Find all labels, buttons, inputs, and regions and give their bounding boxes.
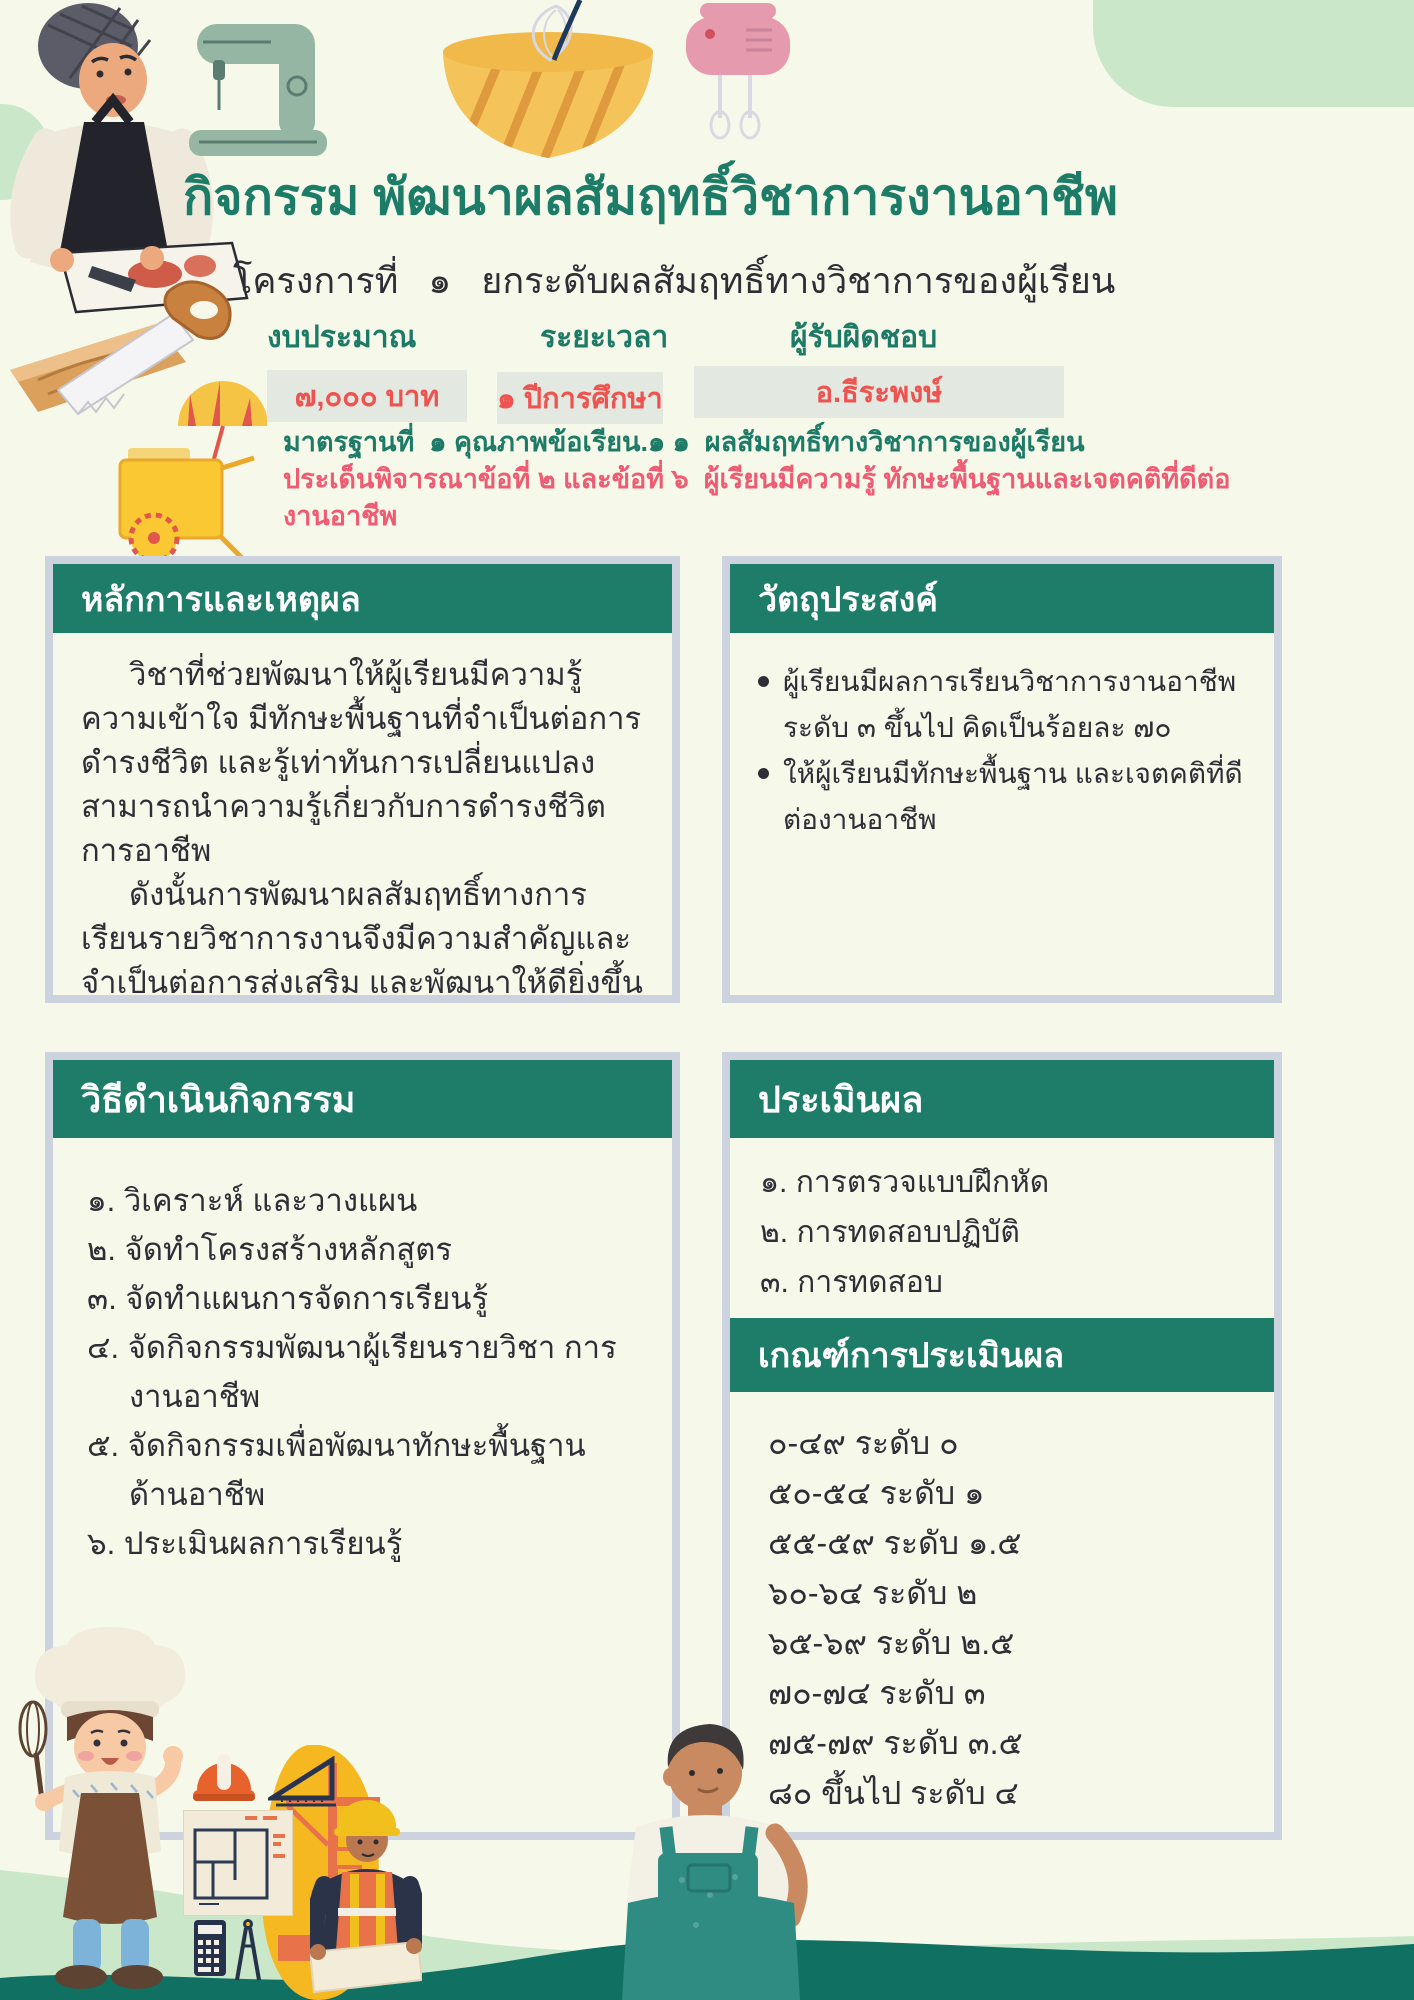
budget-value: ๗,๐๐๐ บาท [267, 370, 467, 422]
calculator-icon [194, 1920, 226, 1976]
standards-line2: ประเด็นพิจารณาข้อที่ ๒ และข้อที่ ๖ ผู้เรียนมีความรู้ ทักษะพื้นฐานและเจตคติที่ดีต่อ [283, 464, 1231, 494]
list-item: ๗๐-๗๔ ระดับ ๓ [768, 1675, 986, 1711]
standards-line1: มาตรฐานที่ ๑ คุณภาพข้อเรียน.๑ ๑ ผลสัมฤทธิ์ทางวิชาการของผู้เรียน [283, 427, 1085, 457]
duration-value: ๑ ปีการศึกษา [497, 372, 663, 424]
project-subtitle: โครงการที่ ๑ ยกระดับผลสัมฤทธิ์ทางวิชาการของผู้เรียน [233, 260, 1116, 301]
section-principles [45, 556, 680, 1003]
standards-note [283, 424, 1230, 535]
gardener-illustration [570, 1715, 860, 2000]
section-methods-title: วิธีดำเนินกิจกรรม [81, 1078, 356, 1120]
budget-label: งบประมาณ [267, 321, 417, 354]
hand-mixer-icon [678, 0, 803, 140]
section-objectives-header [730, 564, 1274, 633]
list-item: ๓. จัดทำแผนการจัดการเรียนรู้ [87, 1281, 489, 1316]
methods-list [53, 1138, 672, 1568]
list-item: ๑. การตรวจแบบฝึกหัด [760, 1166, 1050, 1199]
list-item: ๖๕-๖๙ ระดับ ๒.๕ [768, 1625, 1015, 1661]
page-title: กิจกรรม พัฒนาผลสัมฤทธิ์วิชาการงานอาชีพ [183, 169, 1118, 225]
section-methods-header [53, 1060, 672, 1138]
standards-line3: งานอาชีพ [283, 501, 398, 531]
bullet-dot [758, 676, 769, 687]
drafting-compass-icon [233, 1918, 263, 1984]
section-objectives [722, 556, 1282, 1003]
corner-blob-decoration [1093, 0, 1414, 107]
section-evaluation-title: ประเมินผล [758, 1078, 924, 1120]
mixing-bowl-icon [428, 0, 668, 165]
section-principles-title: หลักการและเหตุผล [81, 580, 361, 619]
list-item: ๐-๔๙ ระดับ ๐ [768, 1425, 959, 1461]
section-evaluation-header [730, 1060, 1274, 1138]
objectives-list [730, 633, 1274, 843]
responsible-value: อ.ธีระพงษ์ [694, 366, 1064, 418]
list-item: ๔. จัด​กิจกรรม​พัฒนา​ผู้​เรียน​ราย​วิชา ​การ​งาน​อาชีพ [87, 1330, 617, 1414]
list-item: ๒. การทดสอบปฏิบัติ [760, 1216, 1020, 1249]
list-item: ๖. ประเมินผลการเรียนรู้ [87, 1526, 403, 1561]
list-item: ๕๕-๕๙ ระดับ ๑.๕ [768, 1525, 1022, 1561]
section-principles-body [53, 633, 672, 1005]
list-item: ๕๐-๕๔ ระดับ ๑ [768, 1475, 985, 1511]
list-item: ให้​ผู้​เรียน​มี​ทักษะ​พื้น​ฐาน และ​เจต​คติ​ที่​ดี​ต่อ​งาน​อาชีพ [754, 751, 1252, 843]
list-item: ๖๐-๖๔ ระดับ ๒ [768, 1575, 978, 1611]
blueprint-icon [183, 1810, 293, 1916]
safety-helmet-icon [192, 1748, 256, 1808]
construction-worker-illustration [310, 1790, 422, 2000]
list-item: ๗๕-๗๙ ระดับ ๓.๕ [768, 1725, 1023, 1761]
section-criteria-header [730, 1318, 1274, 1392]
section-principles-header [53, 564, 672, 633]
sewing-machine-icon [183, 12, 333, 160]
list-item: ๒. จัดทำโครงสร้างหลักสูตร [87, 1232, 452, 1267]
list-item: ๑. วิเคราะห์ และวางแผน [87, 1183, 418, 1218]
list-item: ๘๐ ขึ้นไป ระดับ ๔ [768, 1775, 1019, 1811]
bullet-dot [758, 768, 769, 779]
duration-label: ระยะเวลา [540, 321, 669, 354]
responsible-label: ผู้รับผิดชอบ [790, 321, 938, 354]
section-criteria-title: เกณฑ์การประเมินผล [758, 1337, 1065, 1375]
food-cart-illustration [92, 368, 267, 563]
princip-paragraph-2: ดัง​นั้น​การ​พัฒนา​ผล​สัม​ฤทธิ์​ทาง​การ​เรียน​ราย​วิชา​การ​งาน​จึง​มี​ความ​สำ​คัญ​และ​จำ​เป็น​ต่อ​การ​ส่ง​เสริม และ​พัฒนา​ให้​ดี​ยิ่ง​ขึ้น [81, 877, 643, 1000]
kid-chef-illustration [15, 1625, 210, 1995]
princip-paragraph-1: วิชา​ที่​ช่วย​พัฒนา​ให้​ผู้​เรียน​มี​ความ​รู้ ความ​เข้า​ใจ มี​ทักษะ​พื้น​ฐาน​ที่​จำ​เป็น​ต่อ​การ​ดำ​รง​ชีวิต และ​รู้​เท่า​ทัน​การ​เปลี่ยน​แปลง สามารถ​นำ​ความ​รู้​เกี่ยว​กับ​การ​ดำ​รง​ชีวิต การ​อาชีพ [81, 657, 642, 868]
list-item: ๕. จัด​กิจกรรม​เพื่อ​พัฒนา​ทักษะ​พื้น​ฐาน ​ด้าน​อาชีพ [87, 1428, 595, 1512]
list-item: ๓. การทดสอบ [760, 1266, 943, 1299]
section-objectives-title: วัตถุประสงค์ [758, 580, 938, 619]
list-item: ผู้​เรียน​มี​ผล​การ​เรียน​วิชา​การ​งาน​อาชีพ ระดับ ๓ ขึ้น​ไป คิด​เป็น​ร้อย​ละ ๗๐ [754, 659, 1252, 751]
evaluation-list [730, 1138, 1274, 1308]
